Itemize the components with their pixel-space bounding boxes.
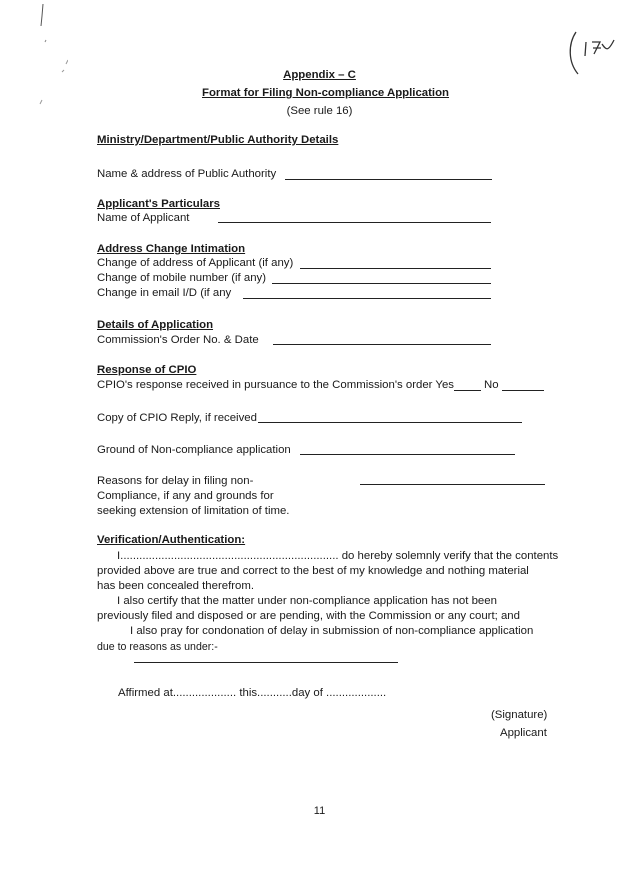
cpio-yes-field[interactable] xyxy=(454,390,481,391)
delay-label-line2: Compliance, if any and grounds for xyxy=(97,490,274,502)
ground-field[interactable] xyxy=(300,454,515,455)
order-label: Commission's Order No. & Date xyxy=(97,334,259,346)
address-change-field[interactable] xyxy=(300,268,491,269)
section-heading-application: Details of Application xyxy=(97,319,214,331)
signature-label: (Signature) xyxy=(491,709,548,721)
order-field[interactable] xyxy=(273,344,491,345)
name-address-label: Name & address of Public Authority xyxy=(97,168,277,180)
section-heading-applicant: Applicant's Particulars xyxy=(97,198,220,210)
section-heading-verification: Verification/Authentication: xyxy=(97,534,246,546)
copy-reply-label: Copy of CPIO Reply, if received xyxy=(97,412,257,424)
section-heading-address-change: Address Change Intimation xyxy=(97,243,246,255)
address-change-label: Change of address of Applicant (if any) xyxy=(97,257,294,269)
format-title: Format for Filing Non-compliance Application xyxy=(202,87,450,99)
affirmed-line: Affirmed at.................... this...........day of ................... xyxy=(118,687,387,699)
cpio-no-label: No xyxy=(484,379,499,391)
copy-reply-field[interactable] xyxy=(258,422,522,423)
reasons-field[interactable] xyxy=(134,662,398,663)
applicant-name-field[interactable] xyxy=(218,222,491,223)
cpio-response-label: CPIO's response received in pursuance to the Commission's order Yes xyxy=(97,379,455,391)
verification-para2-line1: I also certify that the matter under non-compliance application has not been xyxy=(117,595,497,607)
verification-para1-line1: I..................................................................... do hereby solemnly verify that the contents xyxy=(117,550,559,562)
mobile-change-field[interactable] xyxy=(272,283,491,284)
page-number: 11 xyxy=(313,805,326,817)
mobile-change-label: Change of mobile number (if any) xyxy=(97,272,267,284)
cpio-no-field[interactable] xyxy=(502,390,544,391)
verification-para2-line2: previously filed and disposed or are pending, with the Commission or any court; and xyxy=(97,610,520,622)
delay-label-line3: seeking extension of limitation of time. xyxy=(97,505,290,517)
verification-para1-line2: provided above are true and correct to the best of my knowledge and nothing material xyxy=(97,565,529,577)
ground-label: Ground of Non-compliance application xyxy=(97,444,291,456)
name-address-field[interactable] xyxy=(285,179,492,180)
verification-para1-line3: has been concealed therefrom. xyxy=(97,580,255,592)
applicant-name-label: Name of Applicant xyxy=(97,212,190,224)
verification-para3-line1: I also pray for condonation of delay in submission of non-compliance application xyxy=(130,625,534,637)
email-change-field[interactable] xyxy=(243,298,491,299)
section-heading-cpio: Response of CPIO xyxy=(97,364,197,376)
email-change-label: Change in email I/D (if any xyxy=(97,287,232,299)
delay-label-line1: Reasons for delay in filing non- xyxy=(97,475,254,487)
applicant-signature-label: Applicant xyxy=(500,727,547,739)
section-heading-ministry: Ministry/Department/Public Authority Details xyxy=(97,134,339,146)
margin-marks xyxy=(28,0,68,120)
rule-reference: (See rule 16) xyxy=(286,105,353,117)
verification-para3-line2: due to reasons as under:- xyxy=(97,641,218,653)
delay-field[interactable] xyxy=(360,484,545,485)
appendix-title: Appendix – C xyxy=(283,69,356,81)
